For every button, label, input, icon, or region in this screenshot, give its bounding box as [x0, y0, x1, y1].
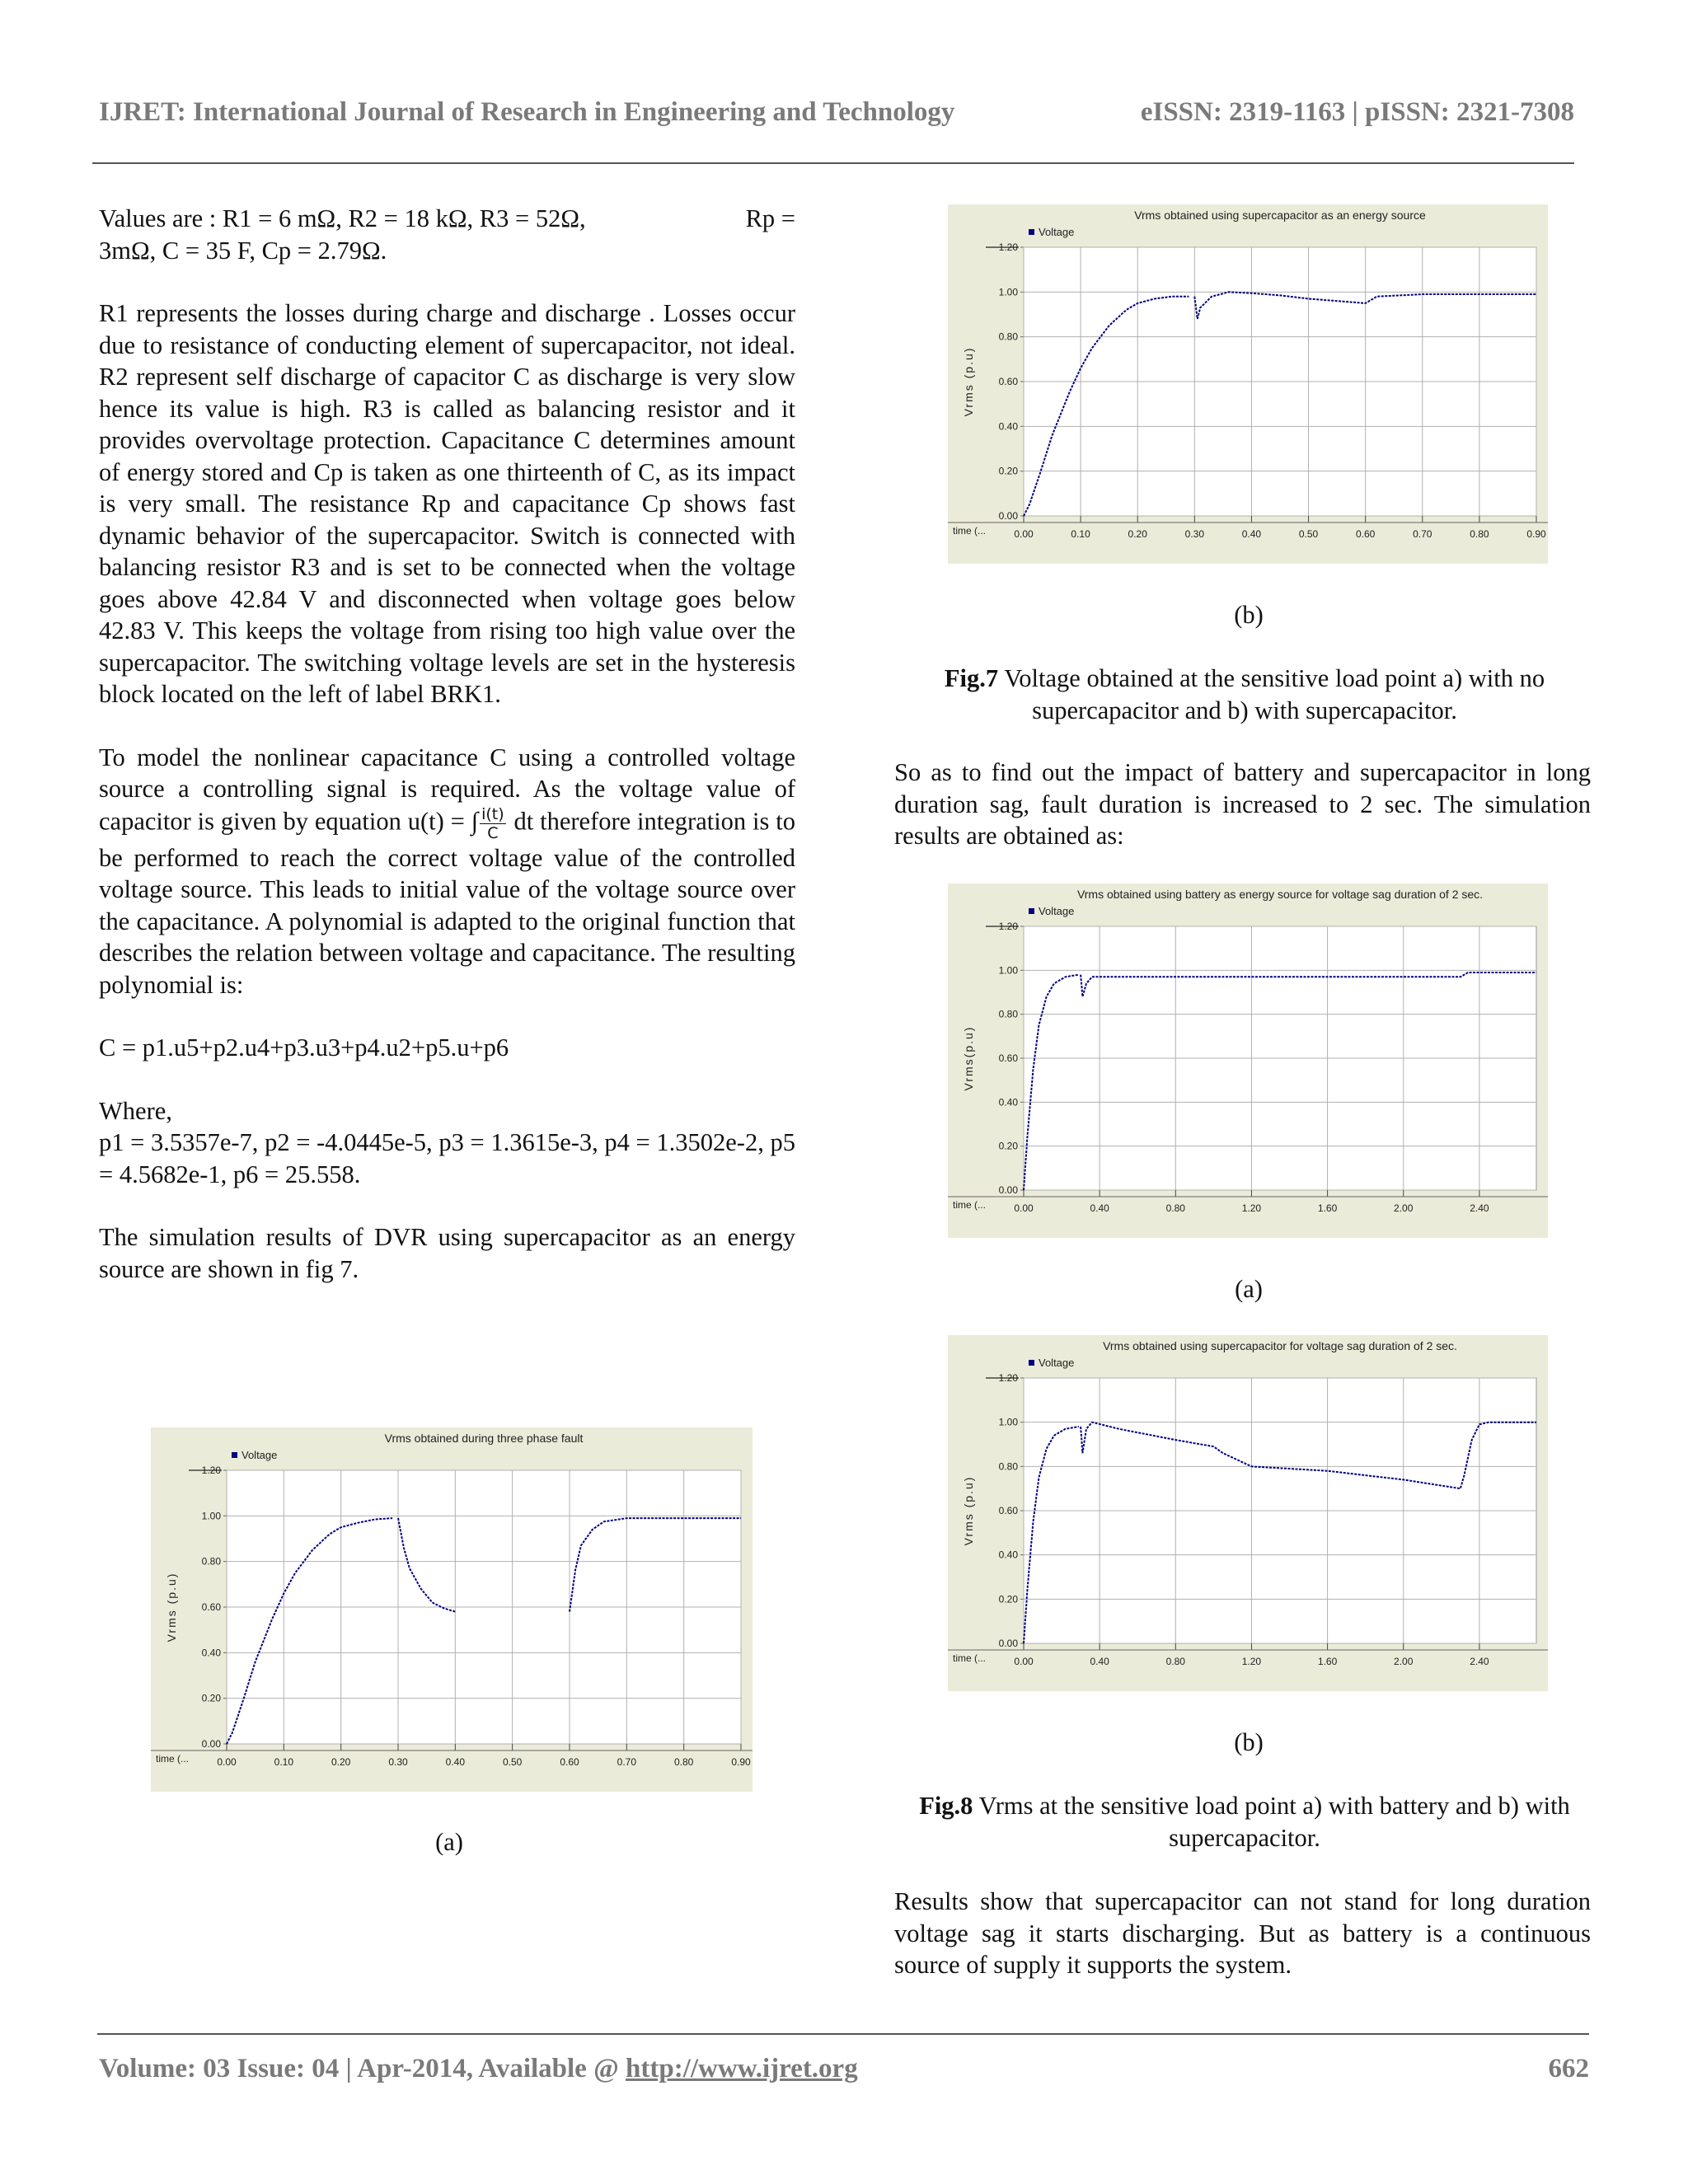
y-tick-label: 0.60 [998, 1505, 1018, 1516]
issn: eISSN: 2319-1163 | pISSN: 2321-7308 [1140, 97, 1574, 127]
x-tick-label: 2.00 [1394, 1656, 1414, 1667]
x-tick-label: 0.80 [1470, 528, 1489, 540]
x-tick-label: 0.50 [502, 1756, 523, 1768]
x-tick-label: 0.10 [1071, 528, 1090, 540]
chart-title: Vrms obtained during three phase fault [384, 1432, 584, 1445]
fraction-numerator: i(t) [481, 804, 504, 823]
x-axis-label: time (... [953, 1199, 987, 1211]
values-text: Values are : R1 = 6 mΩ, R2 = 18 kΩ, R3 = 52Ω, [99, 204, 586, 232]
para-model [99, 742, 795, 1001]
fraction-denominator: C [487, 823, 499, 842]
y-tick-label: 0.60 [998, 1052, 1018, 1064]
chart-svg [948, 1335, 1548, 1691]
footer-rule [97, 2033, 1589, 2035]
x-tick-label: 0.00 [1014, 1202, 1034, 1214]
legend-marker [1029, 1360, 1034, 1366]
y-axis-label: Vrms (p.u) [165, 1572, 178, 1643]
y-tick-label: 0.60 [998, 376, 1018, 387]
y-tick-label: 0.60 [201, 1601, 221, 1613]
fig7-label: Fig.7 [944, 664, 999, 692]
caption-fig8a: (a) [1235, 1275, 1263, 1303]
x-tick-label: 1.20 [1241, 1202, 1262, 1214]
x-tick-label: 0.00 [1014, 1656, 1034, 1667]
y-tick-label: 1.20 [998, 241, 1018, 253]
y-tick-label: 0.20 [998, 1593, 1018, 1605]
y-axis-label: Vrms(p.u) [962, 1025, 975, 1091]
x-tick-label: 0.40 [1241, 528, 1262, 540]
x-tick-label: 0.60 [560, 1756, 579, 1768]
fig8-text: Vrms at the sensitive load point a) with battery and b) with supercapacitor. [973, 1792, 1570, 1852]
x-tick-label: 2.40 [1470, 1202, 1489, 1214]
y-tick-label: 0.00 [998, 1184, 1018, 1196]
y-tick-label: 0.40 [998, 1096, 1018, 1108]
x-tick-label: 0.60 [1355, 528, 1376, 540]
x-axis-label: time (... [953, 1652, 987, 1664]
chart-svg [948, 204, 1548, 564]
x-tick-label: 0.90 [1526, 528, 1546, 540]
legend-marker [232, 1452, 237, 1458]
y-tick-label: 0.80 [998, 1460, 1018, 1473]
y-tick-label: 1.00 [998, 964, 1018, 977]
caption-fig8 [903, 1790, 1587, 1854]
legend-marker [1029, 229, 1034, 235]
y-tick-label: 0.80 [201, 1555, 221, 1568]
para-model-a: To model the nonlinear capacitance C using a controlled voltage source a controlling signal is required. As the voltage value of capacitor is given by equation u(t) = ∫ [99, 743, 795, 835]
y-tick-label: 0.40 [998, 1549, 1018, 1561]
para-model-b: dt therefore integration is to be performed to reach the correct voltage value of the controlled voltage source. This leads to initial value of the voltage source over the capacitance. A polynomial is adapted to the original function that describes the relation between voltage and capacitance. The resulting polynomial is: [99, 807, 795, 999]
footer-link[interactable]: http://www.ijret.org [626, 2054, 858, 2083]
footer-volume: Volume: 03 Issue: 04 | Apr-2014, Available @ [99, 2054, 626, 2083]
x-tick-label: 0.50 [1298, 528, 1319, 540]
y-tick-label: 1.20 [201, 1465, 221, 1476]
chart-title: Vrms obtained using supercapacitor as an energy source [1134, 209, 1426, 222]
caption-fig7a: (a) [435, 1828, 463, 1856]
journal-title: IJRET: International Journal of Research in Engineering and Technology [99, 97, 955, 127]
caption-fig7 [903, 663, 1587, 726]
y-tick-label: 0.20 [998, 1140, 1018, 1152]
chart-fig8a [948, 883, 1548, 1238]
para-r1: R1 represents the losses during charge and discharge . Losses occur due to resistance of conducting element of supercapacitor, not ideal. R2 represent self discharge of capacitor C as discharge is very slow hence its value is high. R3 is called as balancing resistor and it provides overvoltage protection. Capacitance C determines amount of energy stored and Cp is taken as one thirteenth of C, as its impact is very small. The resistance Rp and capacitance Cp shows fast dynamic behavior of the supercapacitor. Switch is connected with balancing resistor R3 and is set to be connected when the voltage goes above 42.84 V and disconnected when voltage goes below 42.83 V. This keeps the voltage from rising too high value over the supercapacitor. The switching voltage levels are set in the hysteresis block located on the left of label BRK1. [99, 299, 795, 708]
page-footer [99, 2054, 1589, 2084]
x-tick-label: 2.40 [1470, 1656, 1489, 1667]
x-tick-label: 1.60 [1317, 1656, 1338, 1667]
chart-fig8b [948, 1335, 1548, 1691]
chart-title: Vrms obtained using battery as energy source for voltage sag duration of 2 sec. [1076, 888, 1484, 901]
x-tick-label: 2.00 [1394, 1202, 1414, 1214]
y-tick-label: 1.20 [998, 1372, 1018, 1384]
x-tick-label: 0.90 [731, 1756, 751, 1768]
x-axis-label: time (... [156, 1753, 190, 1765]
para-results: Results show that supercapacitor can not stand for long duration voltage sag it starts discharging. But as battery is a continuous source of supply it supports the system. [894, 1887, 1591, 1979]
y-tick-label: 0.20 [998, 465, 1018, 477]
x-tick-label: 0.80 [1165, 1656, 1185, 1667]
y-tick-label: 0.40 [998, 420, 1018, 433]
y-tick-label: 1.00 [998, 1416, 1018, 1428]
y-tick-label: 0.00 [998, 1638, 1018, 1649]
coefficients: p1 = 3.5357e-7, p2 = -4.0445e-5, p3 = 1.3615e-3, p4 = 1.3502e-2, p5 = 4.5682e-1, p6 = 25.558. [99, 1128, 795, 1188]
page-number: 662 [1548, 2054, 1589, 2083]
x-tick-label: 0.70 [1413, 528, 1432, 540]
y-tick-label: 1.20 [998, 921, 1018, 932]
x-axis-label: time (... [953, 525, 987, 537]
fig8-label: Fig.8 [919, 1792, 973, 1820]
chart-fig7a [151, 1427, 753, 1792]
y-tick-label: 0.80 [998, 330, 1018, 343]
y-tick-label: 0.20 [201, 1692, 221, 1704]
x-tick-label: 1.20 [1241, 1656, 1262, 1667]
x-tick-label: 0.40 [445, 1756, 466, 1768]
y-tick-label: 1.00 [201, 1510, 221, 1522]
x-tick-label: 1.60 [1317, 1202, 1338, 1214]
header-rule [92, 162, 1574, 164]
legend-marker [1029, 908, 1034, 914]
para-simulation: The simulation results of DVR using supercapacitor as an energy source are shown in fig 7. [99, 1223, 795, 1283]
x-tick-label: 0.20 [331, 1756, 351, 1768]
x-tick-label: 0.40 [1090, 1202, 1109, 1214]
x-tick-label: 0.30 [388, 1756, 408, 1768]
x-tick-label: 0.00 [217, 1756, 237, 1768]
legend-label: Voltage [1039, 1357, 1075, 1369]
values-line [99, 203, 795, 235]
y-tick-label: 1.00 [998, 286, 1018, 298]
caption-fig7b: (b) [1234, 601, 1264, 629]
y-axis-label: Vrms (p.u) [962, 1475, 975, 1546]
x-tick-label: 0.70 [617, 1756, 637, 1768]
caption-fig8b: (b) [1234, 1728, 1264, 1756]
left-column [99, 203, 795, 1285]
y-axis-label: Vrms (p.u) [962, 346, 975, 417]
x-tick-label: 0.40 [1090, 1656, 1109, 1667]
legend-label: Voltage [241, 1449, 278, 1461]
chart-fig7b [948, 204, 1548, 564]
polynomial-equation: C = p1.u5+p2.u4+p3.u3+p4.u2+p5.u+p6 [99, 1033, 509, 1062]
y-tick-label: 0.40 [201, 1647, 221, 1659]
legend-label: Voltage [1039, 226, 1075, 238]
x-tick-label: 0.00 [1014, 528, 1034, 540]
values-rp: Rp = [745, 204, 795, 232]
chart-svg [948, 883, 1548, 1238]
y-tick-label: 0.00 [998, 510, 1018, 522]
x-tick-label: 0.80 [1165, 1202, 1185, 1214]
para-long-duration: So as to find out the impact of battery and supercapacitor in long duration sag, fault duration is increased to 2 sec. The simulation results are obtained as: [894, 758, 1591, 850]
legend-label: Voltage [1039, 905, 1075, 917]
x-tick-label: 0.10 [274, 1756, 294, 1768]
x-tick-label: 0.20 [1128, 528, 1147, 540]
chart-title: Vrms obtained using supercapacitor for voltage sag duration of 2 sec. [1103, 1339, 1457, 1352]
where-label: Where, [99, 1096, 172, 1125]
y-tick-label: 0.00 [201, 1738, 221, 1750]
y-tick-label: 0.80 [998, 1008, 1018, 1020]
fig7-text: Voltage obtained at the sensitive load point a) with no supercapacitor and b) with supercapacitor. [998, 664, 1545, 724]
chart-svg [151, 1427, 753, 1792]
x-tick-label: 0.80 [673, 1756, 694, 1768]
x-tick-label: 0.30 [1184, 528, 1205, 540]
integral-fraction [480, 805, 506, 842]
values-line2: 3mΩ, C = 35 F, Cp = 2.79Ω. [99, 236, 387, 265]
